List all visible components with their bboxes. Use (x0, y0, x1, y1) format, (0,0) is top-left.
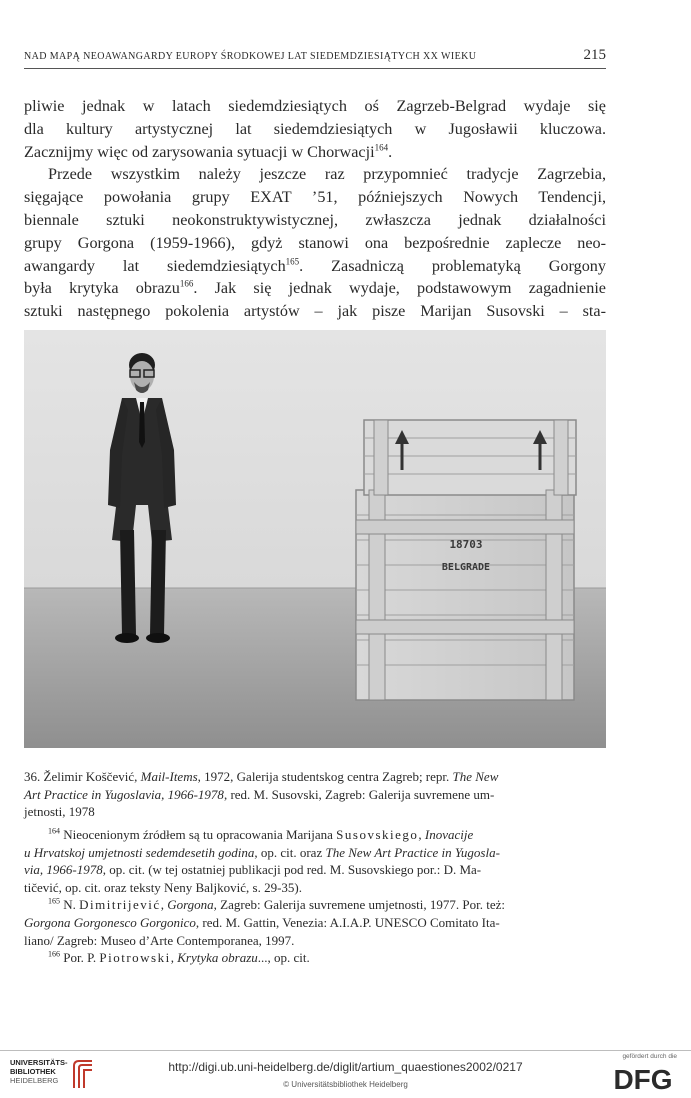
svg-text:DFG: DFG (613, 1064, 673, 1094)
figure-photo (24, 330, 606, 748)
running-title: NAD MAPĄ NEOAWANGARDY EUROPY ŚRODKOWEJ LAT SIEDEMDZIESIĄTYCH XX WIEKU (24, 51, 477, 62)
body-line: była krytyka obrazu$^{166}$. Jak się jednak wydaje, podstawowym zagadnienie (24, 278, 606, 298)
running-header (24, 48, 606, 69)
copyright-note: © Universitätsbibliothek Heidelberg (283, 1080, 408, 1089)
body-line: dla kultury artystycznej lat siedemdziesiątych w Jugosławii kluczowa. (24, 119, 606, 138)
gallery-photo (24, 330, 606, 748)
crate-number: 18703 (449, 538, 483, 551)
body-line: awangardy lat siedemdziesiątych$^{165}$. Zasadniczą problematyką Gorgony (24, 256, 606, 275)
page-number: 215 (583, 47, 606, 63)
footnote-ref-166[interactable]: 166 (179, 278, 194, 289)
dfg-logo[interactable] (607, 1062, 679, 1094)
footnote-166: $^{166}$ Por. P. Piotrowski, Krytyka obrazu..., op. cit. (48, 949, 310, 966)
crate-illustration (356, 420, 576, 700)
footnote-ref-164[interactable]: 164 (374, 142, 389, 153)
footnotes: $^{164}$ Nieocenionym źródłem są tu opracowania Marijana Susovskiego, Inovacije u Hrvatskoj umjetnosti sedemdesetih godina, op. cit. oraz The New Art Practice in Yugosla- via, 1966-1978, op. cit. (w tej ostatniej publikacji pod red. M. Susovskiego por.: D. Ma- tičević, op. cit. oraz teksty Neny Baljković, s. 29-35). $^{165}$ N. Dimitrijević, Gorgona, Zagreb: Galerija suvremene umjetnosti, 1977. Por. też: Gorgona Gorgonesco Gorgonico, red. M. Gattin, Venezia: A.I.A.P. UNESCO Comitato Ita- liano/ Zagreb: Museo d’Arte Contemporanea, 1997. $^{166}$ Por. P. Piotrowski, Krytyka obrazu..., op. cit. (24, 826, 606, 967)
body-line: pliwie jednak w latach siedemdziesiątych oś Zagrzeb-Belgrad wydaje się (24, 97, 606, 115)
crate-city: BELGRADE (441, 562, 491, 573)
library-logo[interactable]: UNIVERSITÄTS- BIBLIOTHEK HEIDELBERG (10, 1058, 68, 1085)
figure-caption: 36. Želimir Koščević, Mail-Items, 1972, Galerija studentskog centra Zagreb; repr. The New Art Practice in Yugoslavia, 1966-1978, red. M. Susovski, Zagreb: Galerija suvremene um- jetnosti, 1978 (24, 769, 499, 819)
footnote-165: $^{165}$ N. Dimitrijević, Gorgona, Zagreb: Galerija suvremene umjetnosti, 1977. Por. też: (48, 897, 505, 913)
footnote-ref-165[interactable]: 165 (285, 256, 300, 267)
footnote-164: $^{164}$ Nieocenionym źródłem są tu opracowania Marijana Susovskiego, Inovacije (48, 826, 474, 842)
body-line: biennale sztuki neokonstruktywistycznej, zwłaszcza jednak działalności (24, 210, 606, 229)
body-line: sięgające powołania grupy EXAT ’51, późniejszych Nowych Tendencji, (24, 188, 606, 207)
dfg-funding-note: gefördert durch die (622, 1053, 677, 1060)
body-line: grupy Gorgona (1959-1966), gdyż stanowi ona bezpośrednie zaplecze neo- (24, 233, 606, 252)
body-line: Przede wszystkim należy jeszcze raz przypomnieć tradycje Zagrzebia, (48, 165, 606, 184)
footer-divider (0, 1050, 691, 1051)
body-line: Zacznijmy więc od zarysowania sytuacji w Chorwacji$^{164}$. (24, 142, 393, 161)
body-line: sztuki następnego pokolenia artystów – jak pisze Marijan Susovski – sta- (24, 302, 606, 321)
body-text (24, 95, 606, 323)
source-url-link[interactable]: http://digi.ub.uni-heidelberg.de/diglit/artium_quaestiones2002/0217 (168, 1060, 523, 1074)
